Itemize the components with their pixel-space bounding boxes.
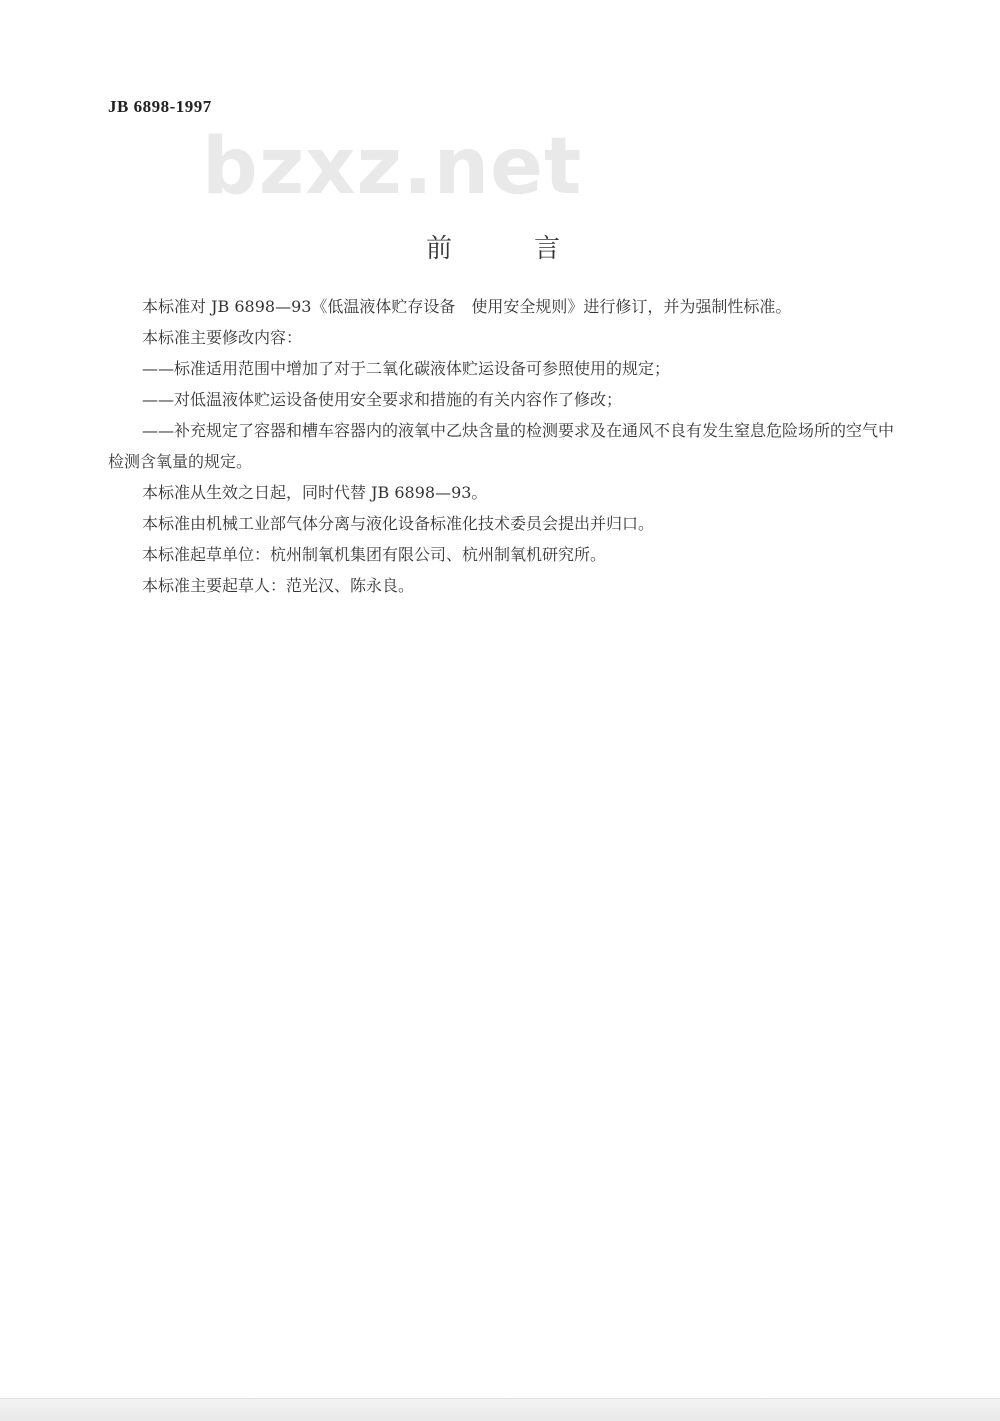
page-bottom-edge — [0, 1398, 1000, 1421]
paragraph: 本标准由机械工业部气体分离与液化设备标准化技术委员会提出并归口。 — [142, 514, 655, 533]
list-item: ——对低温液体贮运设备使用安全要求和措施的有关内容作了修改； — [142, 390, 623, 409]
document-code: JB 6898-1997 — [108, 97, 212, 116]
paragraph: 本标准主要起草人：范光汉、陈永良。 — [142, 576, 415, 595]
page-title: 前 言 — [425, 234, 588, 264]
list-item: ——补充规定了容器和槽车容器内的液氧中乙炔含量的检测要求及在通风不良有发生窒息危险场所的空气中检测含氧量的规定。 — [108, 421, 895, 471]
list-item: ——标准适用范围中增加了对于二氧化碳液体贮运设备可参照使用的规定； — [142, 359, 671, 378]
paragraph: 本标准起草单位：杭州制氧机集团有限公司、杭州制氧机研究所。 — [142, 545, 607, 564]
watermark: bzxz.net — [202, 122, 583, 212]
foreword-body — [108, 291, 908, 601]
paragraph: 本标准对 JB 6898—93《低温液体贮存设备 使用安全规则》进行修订，并为强制性标准。 — [142, 297, 792, 316]
paragraph: 本标准从生效之日起，同时代替 JB 6898—93。 — [142, 483, 488, 502]
paragraph: 本标准主要修改内容： — [142, 328, 303, 347]
